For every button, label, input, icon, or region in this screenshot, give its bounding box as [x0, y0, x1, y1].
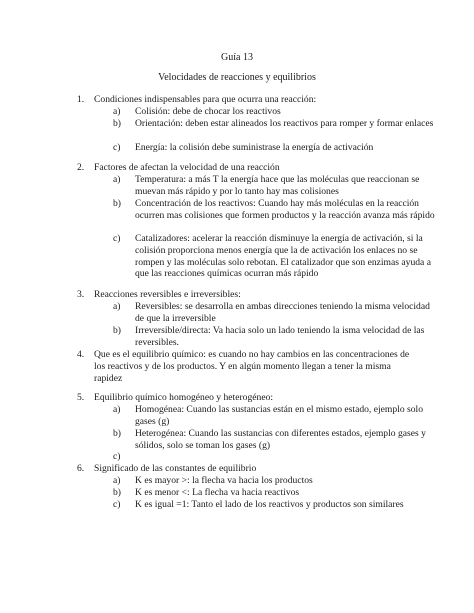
item-text: Reversibles: se desarrolla en ambas direcciones teniendo la misma velocidad de que la irreversible	[135, 301, 430, 324]
question-text: Significado de las constantes de equilibrio	[94, 463, 257, 474]
item-letter: c)	[113, 451, 121, 462]
question-number: 5.	[77, 392, 85, 403]
item-letter: b)	[113, 325, 121, 336]
item-letter: b)	[113, 118, 121, 129]
question-number: 2.	[77, 162, 85, 173]
question-text: Condiciones indispensables para que ocurra una reacción:	[94, 94, 317, 105]
question-text: Equilibrio químico homogéneo y heterogéneo:	[94, 392, 274, 403]
question-number: 4.	[77, 349, 85, 360]
item-text: Orientación: deben estar alineados los reactivos para romper y formar enlaces	[135, 118, 434, 129]
item-letter: c)	[113, 233, 121, 244]
question-text: Factores de afectan la velocidad de una reacción	[94, 162, 280, 173]
item-text: K es menor <: La flecha va hacia reactivos	[135, 487, 300, 498]
item-text: Energía: la colisión debe suministrase la energía de activación	[135, 142, 374, 153]
item-text: K es mayor >: la flecha va hacia los productos	[135, 475, 313, 486]
item-letter: b)	[113, 428, 121, 439]
item-letter: c)	[113, 142, 121, 153]
question-number: 1.	[77, 94, 85, 105]
document-title: Velocidades de reacciones y equilibrios	[158, 72, 316, 83]
item-text: Concentración de los reactivos: Cuando hay más moléculas en la reacción ocurren mas colisiones que formen productos y la reacción avanza más rápido	[135, 198, 435, 221]
item-letter: b)	[113, 487, 121, 498]
item-letter: a)	[113, 174, 121, 185]
item-text: Heterogénea: Cuando las sustancias con diferentes estados, ejemplo gases y sólidos, solo se toman los gases (g)	[135, 428, 426, 451]
item-letter: a)	[113, 404, 121, 415]
question-number: 3.	[77, 289, 85, 300]
item-text: Catalizadores: acelerar la reacción disminuye la energía de activación, si la colisión proporciona menos energía que la de activación los enlaces no se rompen y las moléculas solo rebotan. El catalizador que son enzimas ayuda a que las reacciones químicas ocurran más rápido	[135, 233, 431, 280]
item-text: Colisión: debe de chocar los reactivos	[135, 106, 281, 117]
item-text: Irreversible/directa: Va hacia solo un lado teniendo la isma velocidad de las reversibles.	[135, 325, 425, 348]
question-text: Reacciones reversibles e irreversibles:	[94, 289, 241, 300]
item-text: Temperatura: a más T la energía hace que las moléculas que reaccionan se muevan más rápido y por lo tanto hay mas colisiones	[135, 174, 420, 197]
item-letter: c)	[113, 499, 121, 510]
item-text: K es igual =1: Tanto el lado de los reactivos y productos son similares	[135, 499, 404, 510]
item-letter: a)	[113, 301, 121, 312]
item-letter: a)	[113, 475, 121, 486]
item-letter: a)	[113, 106, 121, 117]
item-text: Homogénea: Cuando las sustancias están en el mismo estado, ejemplo solo gases (g)	[135, 404, 424, 427]
guide-title: Guía 13	[221, 52, 253, 63]
question-text: Que es el equilibrio químico: es cuando no hay cambios en las concentraciones de los reactivos y de los productos. Y en algún momento llegan a tener la misma rapidez	[94, 349, 410, 384]
question-number: 6.	[77, 463, 85, 474]
item-letter: b)	[113, 198, 121, 209]
